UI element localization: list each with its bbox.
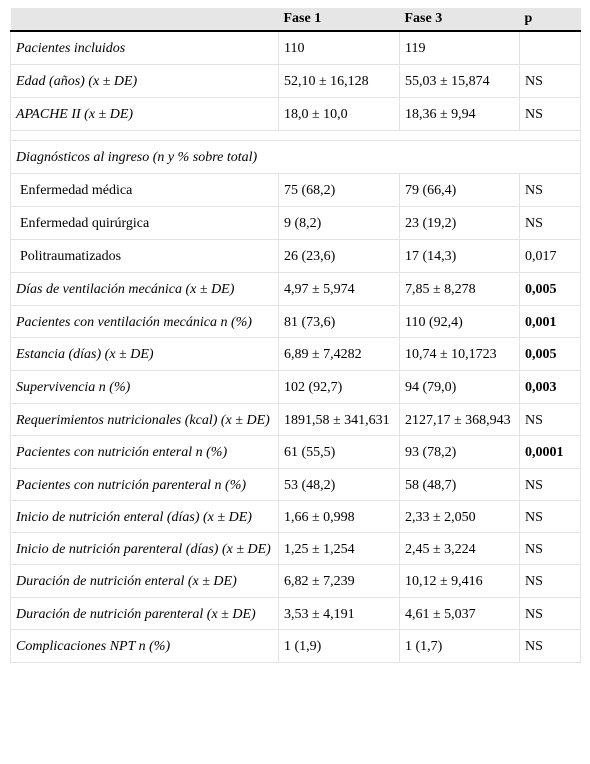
row-label: Inicio de nutrición parenteral (días) (x ± DE) bbox=[11, 533, 279, 565]
table-row bbox=[11, 436, 581, 469]
results-table bbox=[10, 8, 581, 663]
row-label: Complicaciones NPT n (%) bbox=[11, 630, 279, 663]
p-value: NS bbox=[520, 174, 581, 207]
p-value: 0,001 bbox=[520, 306, 581, 338]
p-value bbox=[520, 31, 581, 65]
fase1-value: 75 (68,2) bbox=[279, 174, 400, 207]
fase3-value: 58 (48,7) bbox=[400, 469, 520, 501]
fase1-value: 52,10 ± 16,128 bbox=[279, 65, 400, 98]
table-row bbox=[11, 565, 581, 598]
table-row bbox=[11, 31, 581, 65]
fase1-value: 110 bbox=[279, 31, 400, 65]
row-label: Pacientes con nutrición enteral n (%) bbox=[11, 436, 279, 469]
fase3-value: 4,61 ± 5,037 bbox=[400, 598, 520, 630]
row-label: Enfermedad quirúrgica bbox=[11, 207, 279, 240]
fase3-value: 10,12 ± 9,416 bbox=[400, 565, 520, 598]
p-value: NS bbox=[520, 598, 581, 630]
fase1-value: 26 (23,6) bbox=[279, 240, 400, 273]
fase1-value: 1891,58 ± 341,631 bbox=[279, 404, 400, 436]
fase1-value: 18,0 ± 10,0 bbox=[279, 98, 400, 131]
fase3-value: 2,45 ± 3,224 bbox=[400, 533, 520, 565]
fase1-value: 3,53 ± 4,191 bbox=[279, 598, 400, 630]
fase1-value: 6,82 ± 7,239 bbox=[279, 565, 400, 598]
table-row bbox=[11, 240, 581, 273]
fase1-value: 1,66 ± 0,998 bbox=[279, 501, 400, 533]
table-row bbox=[11, 598, 581, 630]
p-value: NS bbox=[520, 469, 581, 501]
header-cell-fase1: Fase 1 bbox=[279, 8, 400, 31]
table-row bbox=[11, 306, 581, 338]
fase1-value: 9 (8,2) bbox=[279, 207, 400, 240]
row-label: Requerimientos nutricionales (kcal) (x ± DE) bbox=[11, 404, 279, 436]
fase1-value: 61 (55,5) bbox=[279, 436, 400, 469]
fase1-value: 6,89 ± 7,4282 bbox=[279, 338, 400, 371]
table-row bbox=[11, 469, 581, 501]
row-label: Politraumatizados bbox=[11, 240, 279, 273]
section-row bbox=[11, 141, 581, 174]
fase3-value: 1 (1,7) bbox=[400, 630, 520, 663]
table-row bbox=[11, 174, 581, 207]
fase3-value: 79 (66,4) bbox=[400, 174, 520, 207]
spacer-cell bbox=[11, 131, 581, 141]
p-value: NS bbox=[520, 630, 581, 663]
fase1-value: 1,25 ± 1,254 bbox=[279, 533, 400, 565]
table-row bbox=[11, 371, 581, 404]
fase3-value: 110 (92,4) bbox=[400, 306, 520, 338]
p-value: 0,003 bbox=[520, 371, 581, 404]
table-row bbox=[11, 533, 581, 565]
row-label: Duración de nutrición parenteral (x ± DE) bbox=[11, 598, 279, 630]
row-label: Supervivencia n (%) bbox=[11, 371, 279, 404]
header-cell-p: p bbox=[520, 8, 581, 31]
row-label: Pacientes con ventilación mecánica n (%) bbox=[11, 306, 279, 338]
fase3-value: 10,74 ± 10,1723 bbox=[400, 338, 520, 371]
p-value: NS bbox=[520, 565, 581, 598]
row-label: Estancia (días) (x ± DE) bbox=[11, 338, 279, 371]
fase1-value: 81 (73,6) bbox=[279, 306, 400, 338]
p-value: NS bbox=[520, 207, 581, 240]
table-row bbox=[11, 501, 581, 533]
fase1-value: 53 (48,2) bbox=[279, 469, 400, 501]
p-value: 0,017 bbox=[520, 240, 581, 273]
p-value: 0,0001 bbox=[520, 436, 581, 469]
table-row bbox=[11, 630, 581, 663]
row-label: Pacientes con nutrición parenteral n (%) bbox=[11, 469, 279, 501]
fase3-value: 23 (19,2) bbox=[400, 207, 520, 240]
fase3-value: 119 bbox=[400, 31, 520, 65]
spacer-row bbox=[11, 131, 581, 141]
p-value: 0,005 bbox=[520, 273, 581, 306]
p-value: 0,005 bbox=[520, 338, 581, 371]
p-value: NS bbox=[520, 65, 581, 98]
fase1-value: 4,97 ± 5,974 bbox=[279, 273, 400, 306]
fase3-value: 18,36 ± 9,94 bbox=[400, 98, 520, 131]
table-row bbox=[11, 338, 581, 371]
row-label: Días de ventilación mecánica (x ± DE) bbox=[11, 273, 279, 306]
fase3-value: 17 (14,3) bbox=[400, 240, 520, 273]
header-cell-fase3: Fase 3 bbox=[400, 8, 520, 31]
row-label: Inicio de nutrición enteral (días) (x ± DE) bbox=[11, 501, 279, 533]
header-row bbox=[11, 8, 581, 31]
p-value: NS bbox=[520, 404, 581, 436]
table-row bbox=[11, 207, 581, 240]
fase3-value: 7,85 ± 8,278 bbox=[400, 273, 520, 306]
section-heading: Diagnósticos al ingreso (n y % sobre total) bbox=[11, 141, 581, 174]
p-value: NS bbox=[520, 98, 581, 131]
table-row bbox=[11, 273, 581, 306]
table-row bbox=[11, 65, 581, 98]
fase3-value: 93 (78,2) bbox=[400, 436, 520, 469]
fase3-value: 2,33 ± 2,050 bbox=[400, 501, 520, 533]
fase3-value: 94 (79,0) bbox=[400, 371, 520, 404]
table-row bbox=[11, 98, 581, 131]
fase1-value: 102 (92,7) bbox=[279, 371, 400, 404]
row-label: Pacientes incluidos bbox=[11, 31, 279, 65]
row-label: Duración de nutrición enteral (x ± DE) bbox=[11, 565, 279, 598]
p-value: NS bbox=[520, 533, 581, 565]
row-label: Enfermedad médica bbox=[11, 174, 279, 207]
table-row bbox=[11, 404, 581, 436]
row-label: APACHE II (x ± DE) bbox=[11, 98, 279, 131]
fase3-value: 55,03 ± 15,874 bbox=[400, 65, 520, 98]
fase1-value: 1 (1,9) bbox=[279, 630, 400, 663]
p-value: NS bbox=[520, 501, 581, 533]
header-cell-label bbox=[11, 8, 279, 31]
row-label: Edad (años) (x ± DE) bbox=[11, 65, 279, 98]
fase3-value: 2127,17 ± 368,943 bbox=[400, 404, 520, 436]
